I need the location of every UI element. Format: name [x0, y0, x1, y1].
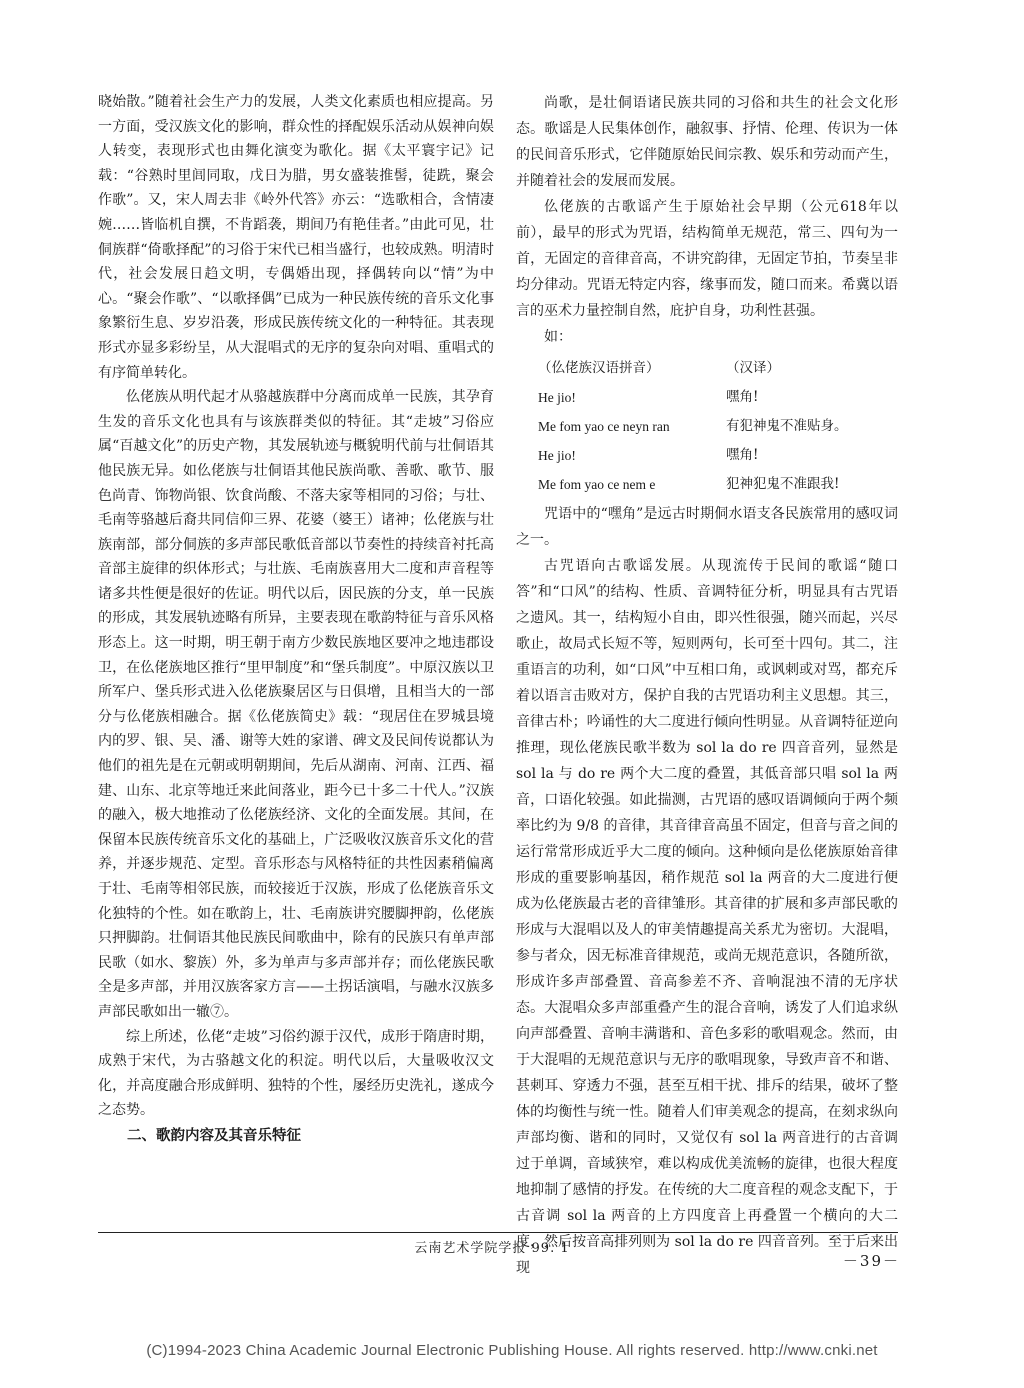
chant-example [516, 354, 898, 499]
example-header-translation: （汉译） [726, 360, 780, 376]
right-column [516, 90, 898, 1281]
left-paragraph-1: 晓始散。”随着社会生产力的发展，人类文化素质也相应提高。另一方面，受汉族文化的影响，群众性的择配娱乐活动从娱神向娱人转变，表现形式也由舞化演变为歌化。据《太平寰宇记》记载：“谷熟时里闾同取，戊日为腊，男女盛装推髻，徒跣，聚会作歌”。又，宋人周去非《岭外代答》亦云：“选歌相合，含情凄婉……皆临机自撰，不肯蹈袭，期间乃有艳佳者。”由此可见，壮侗族群“倚歌择配”的习俗于宋代已相当盛行，也较成熟。明清时代，社会发展日趋文明，专偶婚出现，择偶转向以“情”为中心。“聚会作歌”、“以歌择偶”已成为一种民族传统的音乐文化事象繁衍生息、岁岁沿袭，形成民族传统文化的一种特征。其表现形式亦显多彩纷呈，从大混唱式的无序的复杂向对唱、重唱式的有序简单转化。 [98, 94, 494, 381]
example-translation: 嘿角! [726, 447, 759, 463]
example-header-pinyin: （仫佬族汉语拼音） [538, 360, 660, 376]
right-paragraph-4: 古咒语向古歌谣发展。从现流传于民间的歌谣“随口答”和“口风”的结构、性质、音调特征分析，明显具有古咒语之遗风。其一，结构短小自由，即兴性很强，随兴而起，兴尽歌止，故局式长短不等，短则两句，长可至十四句。其二，注重语言的功利，如“口风”中互相口角，或讽刺或对骂，都充斥着以语言击败对方，保护自我的古咒语功利主义思想。其三，音律古朴；吟诵性的大二度进行倾向性明显。从音调特征逆向推理，现仫佬族民歌半数为 sol la do re 四音音列，显然是 sol la 与 do re 两个大二度的叠置，其低音部只唱 sol la 两音，口语化较强。如此揣测，古咒语的感叹语调倾向于两个频率比约为 9/8 的音律，其音律音高虽不固定，但音与音之间的运行常常形成近乎大二度的倾向。这种倾向是仫佬族原始音律形成的重要影响基因，稍作规范 sol la 两音的大二度进行便成为仫佬族最古老的音律雏形。其音律的扩展和多声部民歌的形成与大混唱以及人的审美情趣提高关系尤为密切。大混唱，参与者众，因无标准音律规范，或尚无规范意识，各随所欲，形成许多声部叠置、音高参差不齐、音响混浊不清的无序状态。大混唱众多声部重叠产生的混合音响，诱发了人们追求纵向声部叠置、音响丰满谐和、音色多彩的歌唱观念。然而，由于大混唱的无规范意识与无序的歌唱现象，导致声音不和谐、甚刺耳、穿透力不强，甚至互相干扰、排斥的结果，破坏了整体的均衡性与统一性。随着人们审美观念的提高，在刻求纵向声部均衡、谐和的同时，又觉仅有 sol la 两音进行的古音调过于单调，音域狭窄，难以构成优美流畅的旋律，也很大程度地抑制了感情的抒发。在传统的大二度音程的观念支配下，于古音调 sol la 两音的上方四度音上再叠置一个横向的大二度，然后按音高排列则为 sol la do re 四音音列。至于后来出现 [516, 558, 898, 1276]
footer-rule [98, 1232, 898, 1233]
right-paragraph-1: 尚歌，是壮侗语诸民族共同的习俗和共生的社会文化形态。歌谣是人民集体创作，融叙事、抒情、伦理、传识为一体的民间音乐形式，它伴随原始民间宗教、娱乐和劳动而产生，并随着社会的发展而发展。 [516, 95, 898, 189]
example-translation: 犯神犯鬼不准跟我! [726, 476, 840, 492]
example-translation: 有犯神鬼不准贴身。 [726, 418, 848, 434]
right-paragraph-2: 仫佬族的古歌谣产生于原始社会早期（公元618年以前），最早的形式为咒语，结构简单无规范，常三、四句为一首，无固定的音律音高，不讲究韵律，无固定节拍，节奏呈非均分律动。咒语无特定内容，缘事而发，随口而来。希冀以语言的巫术力量控制自然，庇护自身，功利性甚强。 [516, 199, 898, 319]
example-translation: 嘿角! [726, 389, 759, 405]
section-heading: 二、歌韵内容及其音乐特征 [127, 1126, 301, 1144]
left-paragraph-2: 仫佬族从明代起才从骆越族群中分离而成单一民族，其孕育生发的音乐文化也具有与该族群类似的特征。其“走坡”习俗应属“百越文化”的历史产物，其发展轨迹与概貌明代前与壮侗语其他民族无异。如仫佬族与壮侗语其他民族尚歌、善歌、歌节、服色尚青、饰物尚银、饮食尚酸、不落夫家等相同的习俗；与壮、毛南等骆越后裔共同信仰三界、花婆（婆王）诸神；仫佬族与壮族南部，部分侗族的多声部民歌低音部以节奏性的持续音衬托高音部主旋律的织体形式；与壮族、毛南族喜用大二度和声音程等诸多共性便是很好的佐证。明代以后，因民族的分支，单一民族的形成，其发展轨迹略有所异，主要表现在歌韵特征与音乐风格形态上。这一时期，明王朝于南方少数民族地区要冲之地违郡设卫，在仫佬族地区推行“里甲制度”和“堡兵制度”。中原汉族以卫所军户、堡兵形式进入仫佬族聚居区与日俱增，且相当大的一部分与仫佬族相融合。据《仫佬族简史》载：“现居住在罗城县境内的罗、银、吴、潘、谢等大姓的家谱、碑文及民间传说都认为他们的祖先是在元朝或明朝期间，先后从湖南、河南、江西、福建、山东、北京等地迁来此间落业，距今已十多二十代人。”汉族的融入，极大地推动了仫佬族经济、文化的全面发展。其间，在保留本民族传统音乐文化的基础上，广泛吸收汉族音乐文化的营养，并逐步规范、定型。音乐形态与风格特征的共性因素稍偏离于壮、毛南等相邻民族，而较接近于汉族，形成了仫佬族音乐文化独特的个性。如在歌韵上，壮、毛南族讲究腰脚押韵，仫佬族只押脚韵。壮侗语其他民族民间歌曲中，除有的民族只有单声部民歌（如水、黎族）外，多为单声与多声部并存；而仫佬族民歌全是多声部，并用汉族客家方言——土拐话演唱，与融水汉族多声部民歌如出一辙⑦。 [98, 389, 494, 1020]
example-row [516, 470, 898, 499]
example-intro: 如： [544, 329, 572, 345]
example-row [516, 412, 898, 441]
example-pinyin: Me fom yao ce nem e [538, 477, 656, 492]
example-pinyin: He jio! [538, 448, 576, 463]
copyright-notice: (C)1994-2023 China Academic Journal Electronic Publishing House. All rights reserved. http://www.cnki.net [146, 1342, 878, 1359]
example-header [516, 354, 898, 383]
example-pinyin: Me fom yao ce neyn ran [538, 419, 670, 434]
example-pinyin: He jio! [538, 390, 576, 405]
left-paragraph-3: 综上所述，仫佬“走坡”习俗约源于汉代，成形于隋唐时期，成熟于宋代，为古骆越文化的积淀。明代以后，大量吸收汉文化，并高度融合形成鲜明、独特的个性，屡经历史洗礼，遂成今之态势。 [98, 1028, 494, 1119]
example-row [516, 441, 898, 470]
page-number: －39－ [842, 1252, 900, 1270]
left-column [98, 90, 494, 1147]
journal-name: 云南艺术学院学报 99. 1 [414, 1241, 570, 1256]
right-paragraph-3: 咒语中的“嘿角”是远古时期侗水语支各民族常用的感叹词之一。 [516, 506, 898, 548]
example-row [516, 383, 898, 412]
